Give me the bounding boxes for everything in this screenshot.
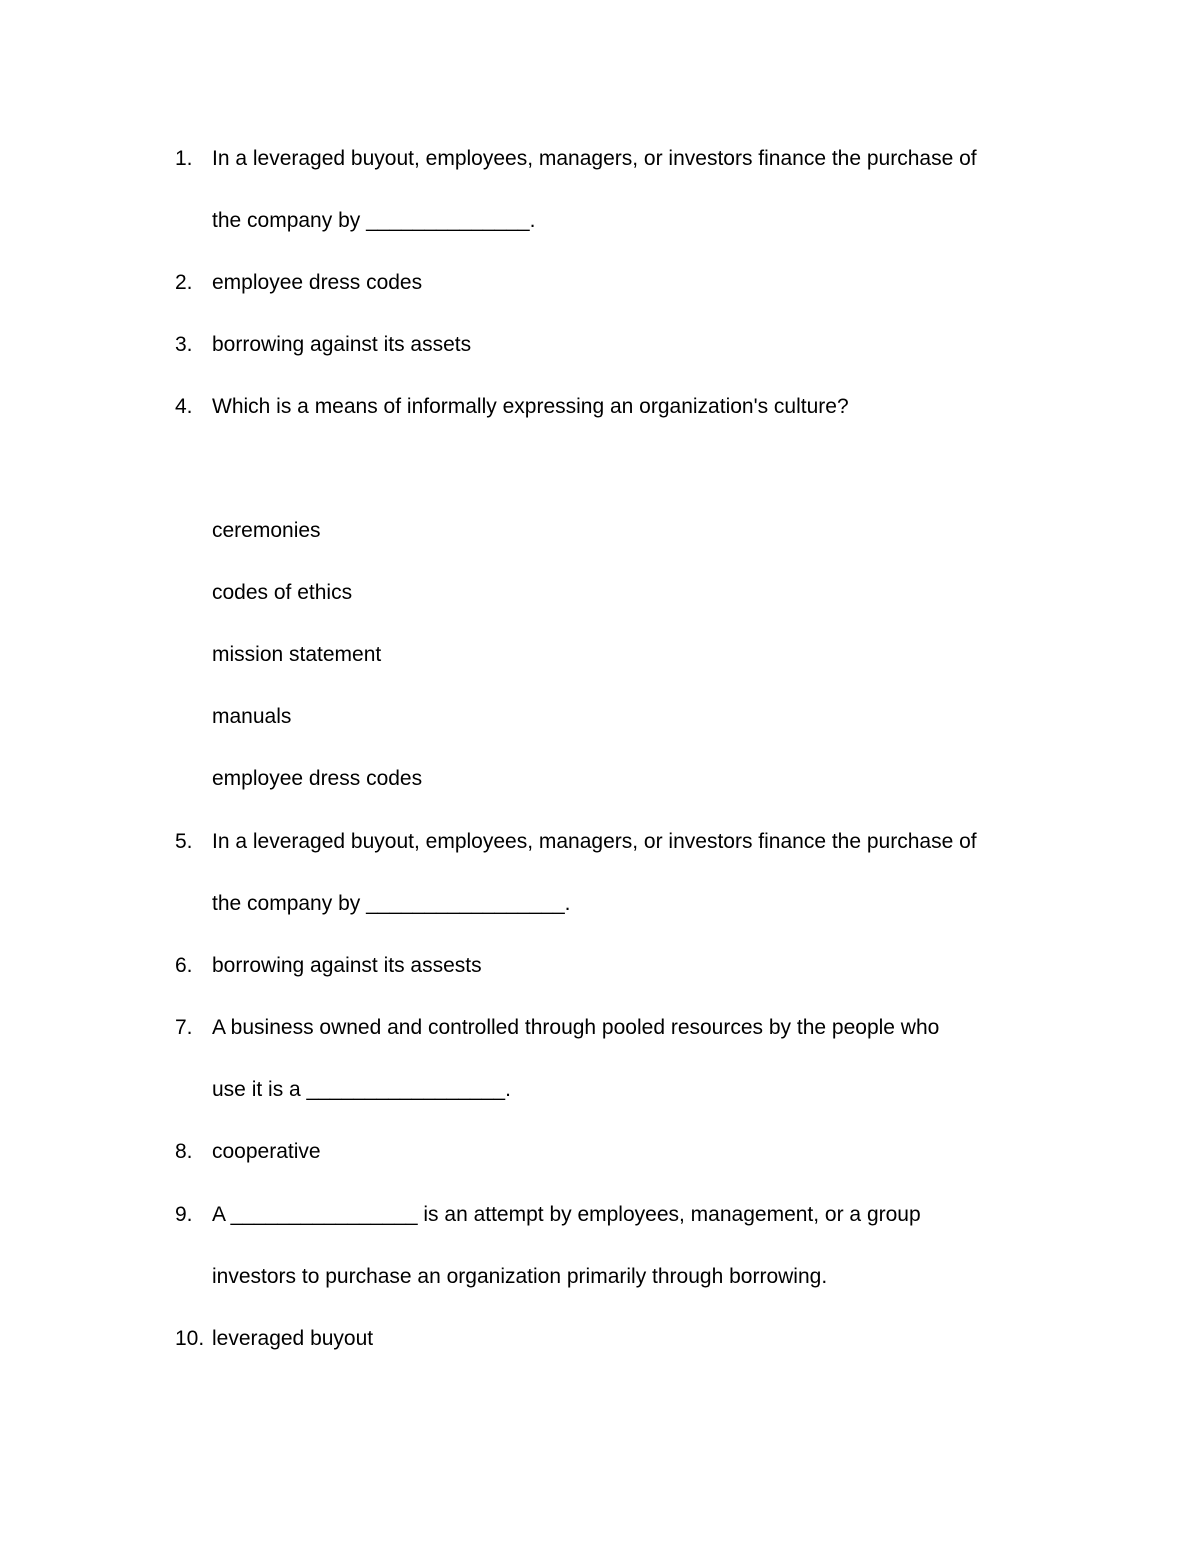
item-text: A business owned and controlled through pooled resources by the people who [212,1016,940,1039]
item-number: 5. [175,830,193,853]
item-number: 8. [175,1140,193,1163]
item-text: cooperative [212,1140,321,1163]
item-number: 9. [175,1203,193,1226]
item-text: the company by _________________. [212,892,571,915]
item-number: 4. [175,395,193,418]
item-text: A ________________ is an attempt by employees, management, or a group [212,1203,921,1226]
item-text: Which is a means of informally expressing an organization's culture? [212,395,849,418]
item-number: 10. [175,1327,205,1350]
item-text: investors to purchase an organization primarily through borrowing. [212,1265,828,1288]
choice-text: mission statement [212,643,382,666]
item-number: 6. [175,954,193,977]
item-text: borrowing against its assets [212,333,472,356]
item-number: 7. [175,1016,193,1039]
item-text: the company by ______________. [212,209,536,232]
choice-text: employee dress codes [212,767,423,790]
item-text: In a leveraged buyout, employees, managers, or investors finance the purchase of [212,147,977,170]
item-number: 3. [175,333,193,356]
item-number: 1. [175,147,193,170]
item-text: leveraged buyout [212,1327,374,1350]
item-text: In a leveraged buyout, employees, managers, or investors finance the purchase of [212,830,977,853]
choice-text: codes of ethics [212,581,353,604]
item-text: employee dress codes [212,271,423,294]
item-number: 2. [175,271,193,294]
item-text: use it is a _________________. [212,1078,511,1101]
choice-text: manuals [212,705,292,728]
item-text: borrowing against its assests [212,954,482,977]
choice-text: ceremonies [212,519,321,542]
